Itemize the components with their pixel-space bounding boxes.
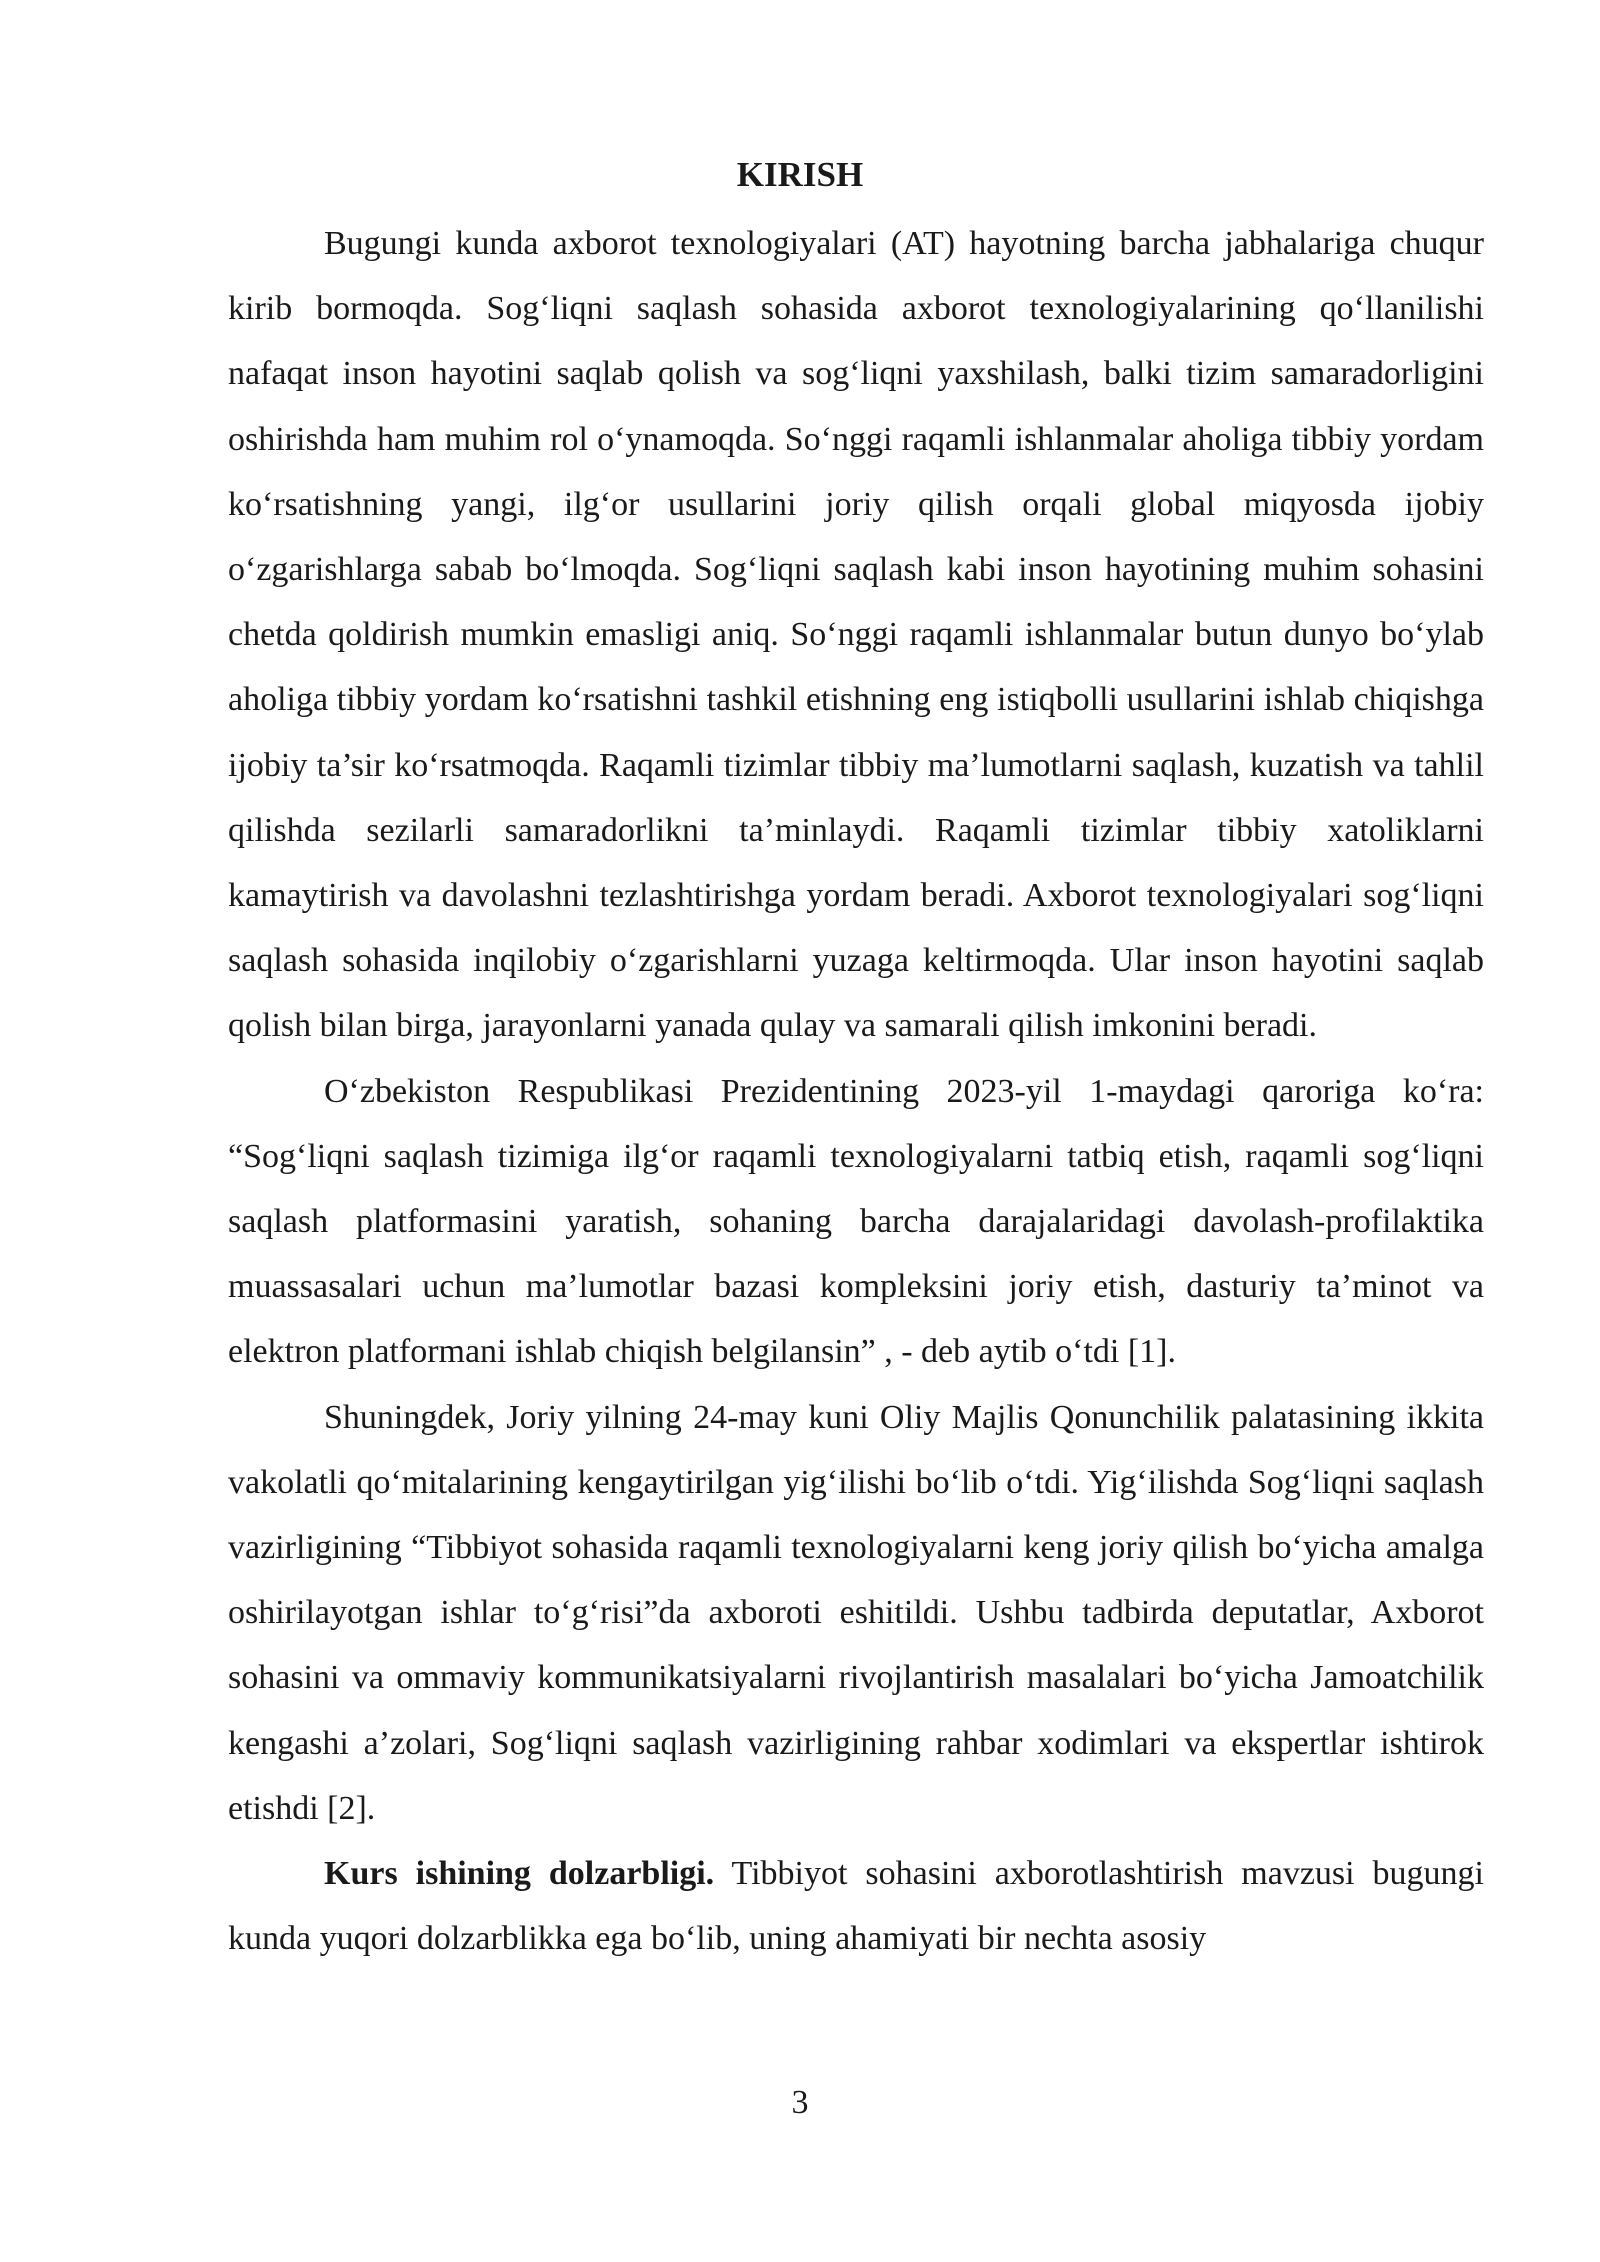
paragraph-relevance-text: Tibbiyot sohasini axborotlashtirish mavzusi bugungi kunda yuqori dolzarblikka ega bo‘lib, uning ahamiyati bir nechta asosiy xyxy=(228,1855,1484,1958)
page-title: KIRISH xyxy=(736,155,864,194)
paragraph-meeting xyxy=(228,1385,1484,1841)
paragraph-relevance xyxy=(228,1841,1484,1971)
paragraph-relevance-lead: Kurs ishining dolzarbligi. xyxy=(324,1855,715,1893)
paragraph-meeting-text: Shuningdek, Joriy yilning 24-may kuni Oliy Majlis Qonunchilik palatasining ikkita vakolatli qo‘mitalarining kengaytirilgan yig‘ilishi bo‘lib o‘tdi. Yig‘ilishda Sog‘liqni saqlash vazirligining “Tibbiyot sohasida raqamli texnologiyalarni keng joriy qilish bo‘yicha amalga oshirilayotgan ishlar to‘g‘risi”da axboroti eshitildi. Ushbu tadbirda deputatlar, Axborot sohasini va ommaviy kommunikatsiyalarni rivojlantirish masalalari bo‘yicha Jamoatchilik kengashi a’zolari, Sog‘liqni saqlash vazirligining rahbar xodimlari va ekspertlar ishtirok etishdi [2]. xyxy=(228,1398,1484,1827)
body-text xyxy=(228,211,1484,1971)
page-number: 3 xyxy=(791,2084,809,2121)
paragraph-intro-text: Bugungi kunda axborot texnologiyalari (AT) hayotning barcha jabhalariga chuqur kirib bormoqda. Sog‘liqni saqlash sohasida axborot texnologiyalarining qo‘llanilishi nafaqat inson hayotini saqlab qolish va sog‘liqni yaxshilash, balki tizim samaradorligini oshirishda ham muhim rol o‘ynamoqda. So‘nggi raqamli ishlanmalar aholiga tibbiy yordam ko‘rsatishning yangi, ilg‘or usullarini joriy qilish orqali global miqyosda ijobiy o‘zgarishlarga sabab bo‘lmoqda. Sog‘liqni saqlash kabi inson hayotining muhim sohasini chetda qoldirish mumkin emasligi aniq. So‘nggi raqamli ishlanmalar butun dunyo bo‘ylab aholiga tibbiy yordam ko‘rsatishni tashkil etishning eng istiqbolli usullarini ishlab chiqishga ijobiy ta’sir ko‘rsatmoqda. Raqamli tizimlar tibbiy ma’lumotlarni saqlash, kuzatish va tahlil qilishda sezilarli samaradorlikni ta’minlaydi. Raqamli tizimlar tibbiy xatoliklarni kamaytirish va davolashni tezlashtirishga yordam beradi. Axborot texnologiyalari sog‘liqni saqlash sohasida inqilobiy o‘zgarishlarni yuzaga keltirmoqda. Ular inson hayotini saqlab qolish bilan birga, jarayonlarni yanada qulay va samarali qilish imkonini beradi. xyxy=(228,225,1484,1045)
paragraph-decree xyxy=(228,1059,1484,1385)
paragraph-decree-text: O‘zbekiston Respublikasi Prezidentining 2023-yil 1-maydagi qaroriga ko‘ra: “Sog‘liqni saqlash tizimiga ilg‘or raqamli texnologiyalarni tatbiq etish, raqamli sog‘liqni saqlash platformasini yaratish, sohaning barcha darajalaridagi davolash-profilaktika muassasalari uchun ma’lumotlar bazasi kompleksini joriy etish, dasturiy ta’minot va elektron platformani ishlab chiqish belgilansin” , - deb aytib o‘tdi [1]. xyxy=(228,1072,1484,1371)
paragraph-intro xyxy=(228,211,1484,1059)
